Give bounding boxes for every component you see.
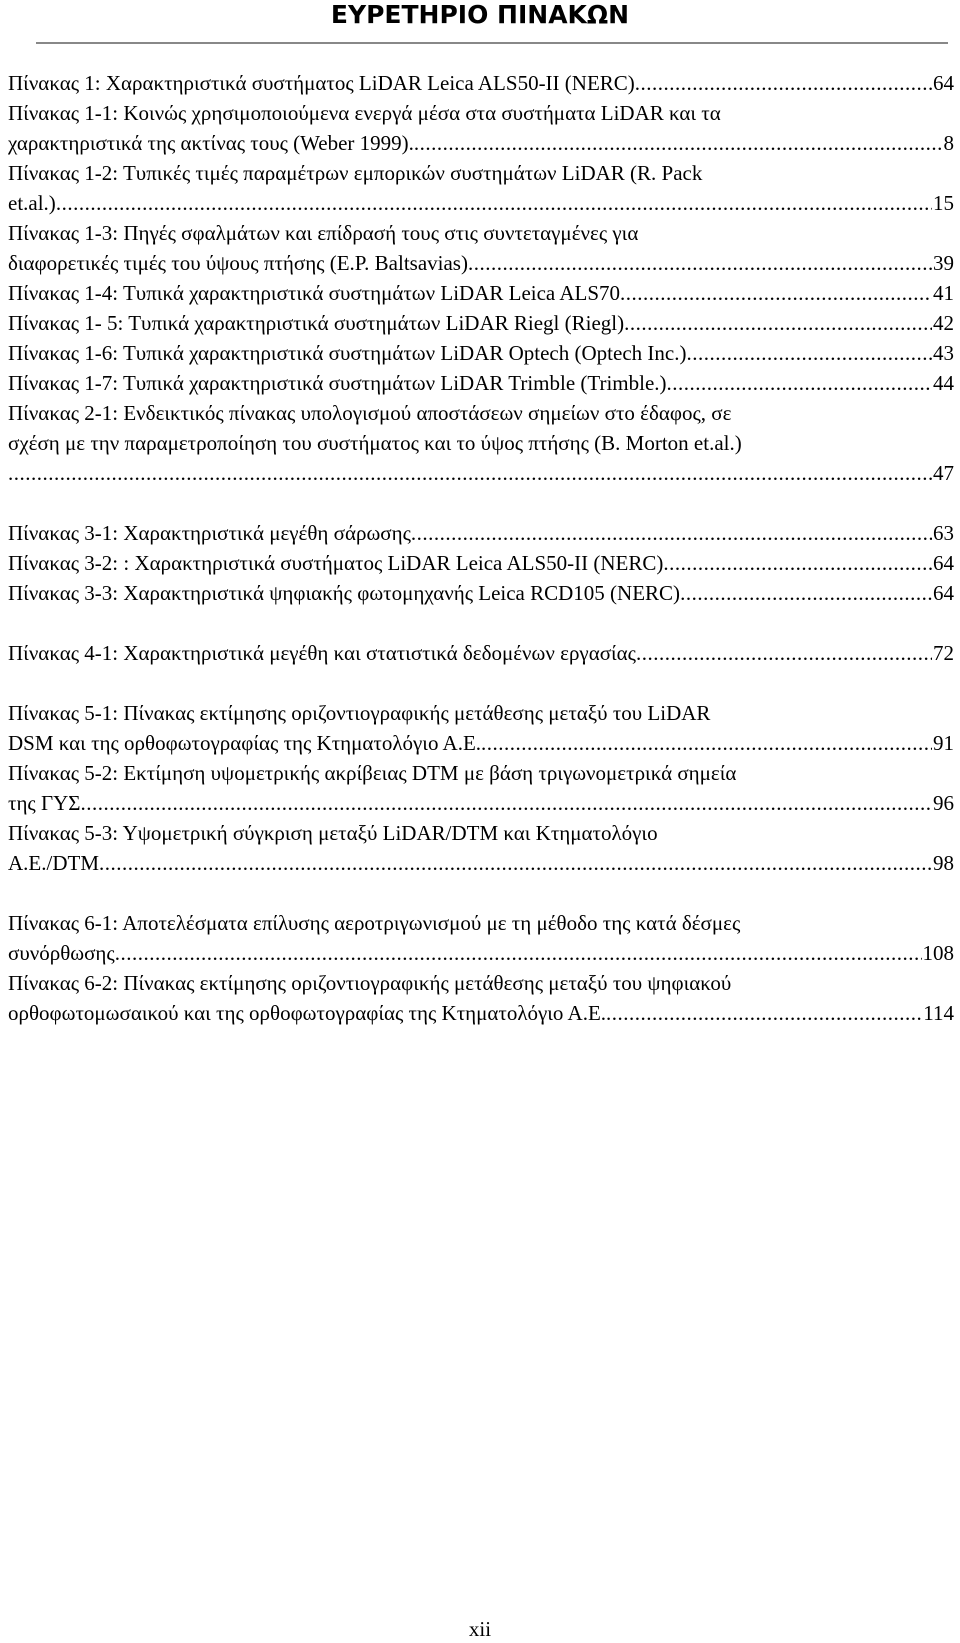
toc-entry-leader-line xyxy=(8,998,954,1028)
toc-entry-line: Πίνακας 5-1: Πίνακας εκτίμησης οριζοντιογραφικής μετάθεσης μεταξύ του LiDAR xyxy=(8,701,711,725)
toc-entry-leader-line xyxy=(8,728,954,758)
toc-entry-page-number: 39 xyxy=(933,251,954,275)
dot-leader xyxy=(606,998,922,1028)
dot-leader xyxy=(414,128,943,158)
toc-entry-text: χαρακτηριστικά της ακτίνας τους (Weber 1999). xyxy=(8,131,414,155)
toc-entry-page-number: 41 xyxy=(933,281,954,305)
dot-leader xyxy=(667,368,932,398)
toc-entry-leader-line xyxy=(8,308,954,338)
toc-entry-line: Πίνακας 6-2: Πίνακας εκτίμησης οριζοντιογραφικής μετάθεσης μεταξύ του ψηφιακού xyxy=(8,971,732,995)
toc-entry-leader-line xyxy=(8,788,954,818)
toc-entry[interactable] xyxy=(8,158,954,218)
toc-entry-page-number: 91 xyxy=(933,731,954,755)
dot-leader xyxy=(468,248,932,278)
toc-entry-page-number: 15 xyxy=(933,191,954,215)
toc-entry[interactable] xyxy=(8,578,954,608)
dot-leader xyxy=(624,308,932,338)
title-underline xyxy=(36,42,948,44)
toc-entry-leader-line xyxy=(8,368,954,398)
toc-entry[interactable] xyxy=(8,968,954,1028)
toc-entry[interactable] xyxy=(8,338,954,368)
dot-leader xyxy=(411,518,932,548)
toc-entry-text: διαφορετικές τιμές του ύψους πτήσης (E.P. Baltsavias) xyxy=(8,251,468,275)
toc-entry-line: Πίνακας 5-3: Υψομετρική σύγκριση μεταξύ LiDAR/DTM και Κτηματολόγιο xyxy=(8,821,658,845)
toc-entry[interactable] xyxy=(8,368,954,398)
toc-entry-page-number: 42 xyxy=(933,311,954,335)
toc-entry-text: Πίνακας 4-1: Χαρακτηριστικά μεγέθη και στατιστικά δεδομένων εργασίας xyxy=(8,641,636,665)
toc-entry-leader-line xyxy=(8,848,954,878)
toc-entry-leader-line xyxy=(8,188,954,218)
toc-entry[interactable] xyxy=(8,278,954,308)
toc-entry-text: Πίνακας 3-1: Χαρακτηριστικά μεγέθη σάρωσης xyxy=(8,521,411,545)
toc-entry-page-number: 72 xyxy=(933,641,954,665)
toc-entry[interactable] xyxy=(8,398,954,488)
toc-entry-text: et.al.) xyxy=(8,191,56,215)
dot-leader xyxy=(99,848,932,878)
toc-entry-page-number: 43 xyxy=(933,341,954,365)
toc-entry-page-number: 64 xyxy=(933,551,954,575)
dot-leader xyxy=(481,728,932,758)
toc-entry-leader-line xyxy=(8,338,954,368)
toc-entry-page-number: 47 xyxy=(933,461,954,485)
toc-entry-text: Πίνακας 1- 5: Τυπικά χαρακτηριστικά συστημάτων LiDAR Riegl (Riegl) xyxy=(8,311,625,335)
toc-entry-page-number: 44 xyxy=(933,371,954,395)
toc-entry-text: Πίνακας 1-6: Τυπικά χαρακτηριστικά συστημάτων LiDAR Optech (Optech Inc.) xyxy=(8,341,687,365)
toc-entry-line: Πίνακας 1-1: Κοινώς χρησιμοποιούμενα ενεργά μέσα στα συστήματα LiDAR και τα xyxy=(8,101,721,125)
toc-entry-text: Πίνακας 1-7: Τυπικά χαρακτηριστικά συστημάτων LiDAR Trimble (Trimble.) xyxy=(8,371,667,395)
toc-entry-text: Πίνακας 3-2: : Χαρακτηριστικά συστήματος LiDAR Leica ALS50-II (NERC) xyxy=(8,551,664,575)
toc-entry[interactable] xyxy=(8,308,954,338)
toc-entry[interactable] xyxy=(8,758,954,818)
toc-entry-text: Πίνακας 1-4: Τυπικά χαρακτηριστικά συστημάτων LiDAR Leica ALS70 xyxy=(8,281,621,305)
page-number: xii xyxy=(468,1617,492,1641)
toc-entry[interactable] xyxy=(8,638,954,668)
toc-entry[interactable] xyxy=(8,698,954,758)
toc-entry-page-number: 8 xyxy=(943,131,954,155)
toc-entry[interactable] xyxy=(8,518,954,548)
toc-entry-leader-line xyxy=(8,68,954,98)
toc-entry[interactable] xyxy=(8,68,954,98)
toc-entry-leader-line xyxy=(8,578,954,608)
toc-entry-leader-line xyxy=(8,278,954,308)
dot-leader xyxy=(635,68,932,98)
toc-entry-text: συνόρθωσης xyxy=(8,941,115,965)
toc-entry-page-number: 98 xyxy=(933,851,954,875)
toc-entry-line: Πίνακας 1-3: Πηγές σφαλμάτων και επίδρασή τους στις συντεταγμένες για xyxy=(8,221,639,245)
toc-entry-text: ορθοφωτομωσαικού και της ορθοφωτογραφίας της Κτηματολόγιο Α.Ε. xyxy=(8,1001,607,1025)
toc-entry-line: Πίνακας 1-2: Τυπικές τιμές παραμέτρων εμπορικών συστημάτων LiDAR (R. Pack xyxy=(8,161,703,185)
toc-entry-line: Πίνακας 2-1: Ενδεικτικός πίνακας υπολογισμού αποστάσεων σημείων στο έδαφος, σε xyxy=(8,401,732,425)
dot-leader xyxy=(81,788,932,818)
dot-leader xyxy=(8,458,932,488)
toc-entry-page-number: 114 xyxy=(923,1001,954,1025)
toc-entry-leader-line xyxy=(8,518,954,548)
dot-leader xyxy=(56,188,932,218)
toc-entry-leader-line xyxy=(8,938,954,968)
toc-entry-text: Πίνακας 1: Χαρακτηριστικά συστήματος LiDAR Leica ALS50-II (NERC) xyxy=(8,71,635,95)
toc-entry-line: Πίνακας 6-1: Αποτελέσματα επίλυσης αεροτριγωνισμού με τη μέθοδο της κατά δέσμες xyxy=(8,911,741,935)
toc-entry-text: Α.Ε./DTM xyxy=(8,851,99,875)
dot-leader xyxy=(620,278,932,308)
table-of-tables xyxy=(8,68,954,1028)
dot-leader xyxy=(636,638,932,668)
dot-leader xyxy=(115,938,922,968)
dot-leader xyxy=(680,578,932,608)
toc-entry-line: Πίνακας 5-2: Εκτίμηση υψομετρικής ακρίβειας DTM με βάση τριγωνομετρικά σημεία xyxy=(8,761,737,785)
toc-entry-page-number: 108 xyxy=(922,941,954,965)
toc-entry-text: της ΓΥΣ xyxy=(8,791,81,815)
toc-entry-page-number: 63 xyxy=(933,521,954,545)
toc-entry-text: DSM και της ορθοφωτογραφίας της Κτηματολόγιο Α.Ε. xyxy=(8,731,482,755)
toc-entry[interactable] xyxy=(8,548,954,578)
toc-entry-leader-line xyxy=(8,248,954,278)
toc-entry-leader-line xyxy=(8,128,954,158)
toc-entry-leader-line xyxy=(8,638,954,668)
dot-leader xyxy=(663,548,932,578)
toc-entry[interactable] xyxy=(8,908,954,968)
page-title: ΕΥΡΕΤΗΡΙΟ ΠΙΝΑΚΩΝ xyxy=(330,0,630,29)
toc-entry-page-number: 96 xyxy=(933,791,954,815)
toc-entry-page-number: 64 xyxy=(933,581,954,605)
toc-entry[interactable] xyxy=(8,818,954,878)
toc-entry-leader-line xyxy=(8,458,954,488)
toc-entry-page-number: 64 xyxy=(933,71,954,95)
toc-entry[interactable] xyxy=(8,218,954,278)
dot-leader xyxy=(686,338,932,368)
toc-entry-leader-line xyxy=(8,548,954,578)
toc-entry[interactable] xyxy=(8,98,954,158)
toc-entry-text: Πίνακας 3-3: Χαρακτηριστικά ψηφιακής φωτομηχανής Leica RCD105 (NERC) xyxy=(8,581,681,605)
toc-entry-line: σχέση με την παραμετροποίηση του συστήματος και το ύψος πτήσης (B. Morton et.al.) xyxy=(8,431,742,455)
